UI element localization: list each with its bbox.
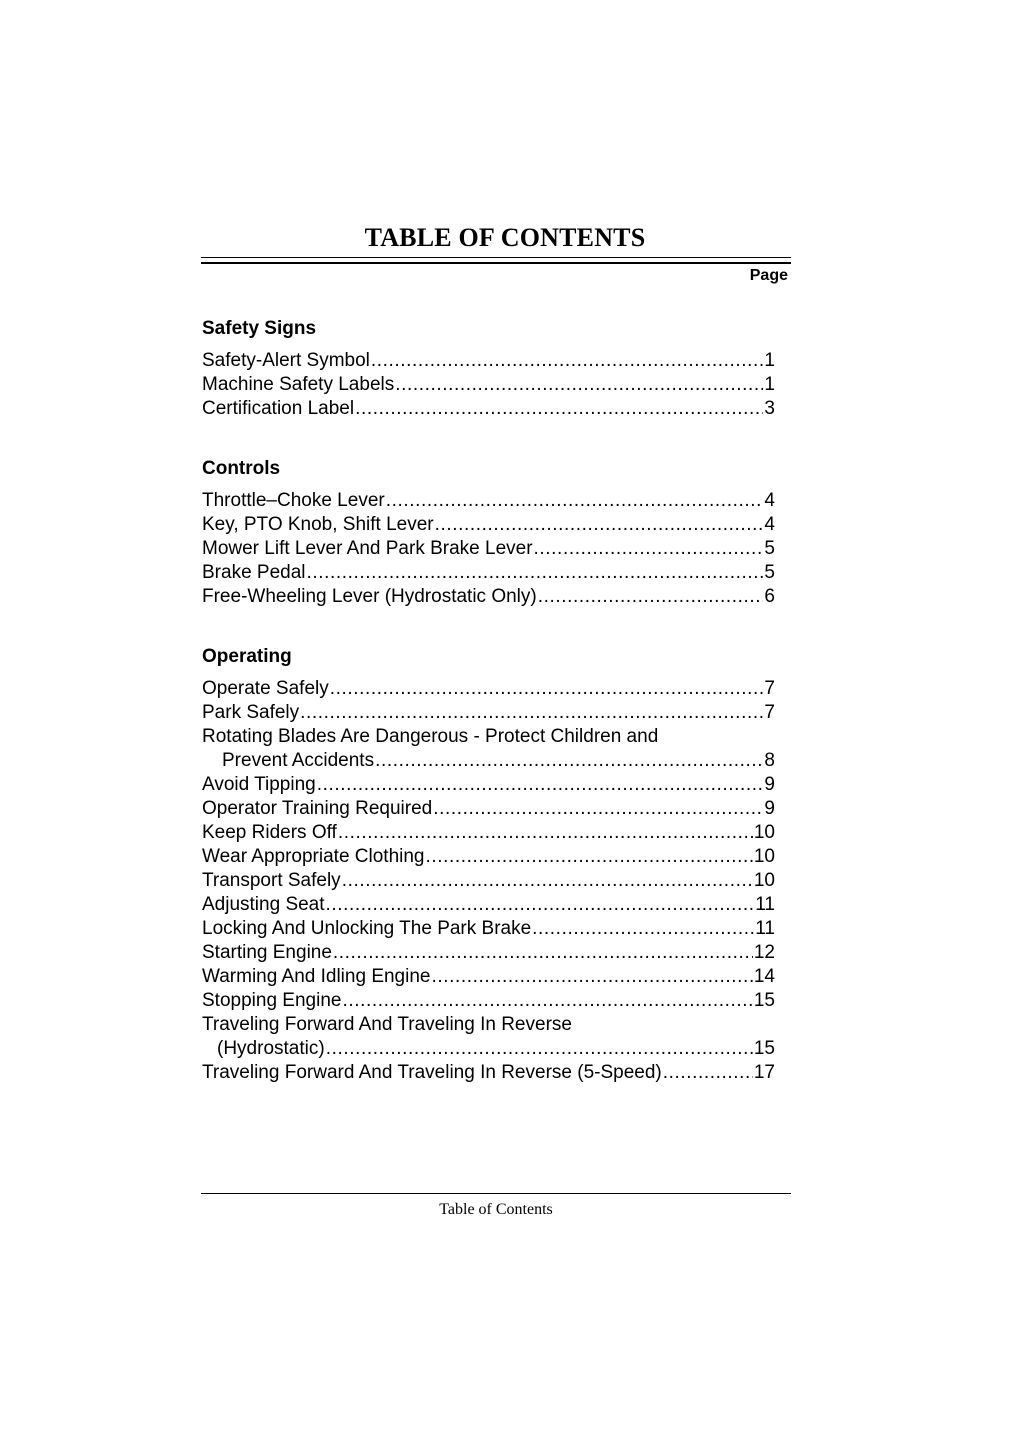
toc-entry-title: Certification Label: [202, 398, 355, 419]
toc-entry[interactable]: [202, 585, 775, 609]
page-footer: Table of Contents: [439, 1201, 553, 1218]
toc-entry-title: Safety-Alert Symbol: [202, 350, 370, 371]
toc-entry-title: Transport Safely: [202, 870, 341, 891]
toc-entry[interactable]: [202, 349, 775, 373]
title-rule-top: [201, 257, 791, 258]
page-title: TABLE OF CONTENTS: [364, 223, 646, 252]
toc-entry-page: 9: [764, 798, 775, 819]
dot-leader: [386, 489, 764, 513]
toc-entry-title: Brake Pedal: [202, 562, 306, 583]
section-heading: Operating: [202, 646, 292, 667]
dot-leader: [538, 585, 764, 609]
dot-leader: [307, 561, 764, 585]
dot-leader: [431, 965, 752, 989]
toc-section-safety-signs: [202, 317, 775, 421]
toc-entry-page: 10: [753, 846, 775, 867]
dot-leader: [371, 349, 764, 373]
dot-leader: [435, 513, 764, 537]
dot-leader: [333, 941, 753, 965]
dot-leader: [426, 845, 753, 869]
toc-entry[interactable]: [202, 797, 775, 821]
dot-leader: [342, 989, 752, 1013]
toc-entry[interactable]: [202, 489, 775, 513]
toc-entry-title: Avoid Tipping: [202, 774, 316, 795]
toc-entry-title: Warming And Idling Engine: [202, 966, 431, 987]
toc-entry[interactable]: [202, 989, 775, 1013]
toc-entry-page: 15: [753, 1038, 775, 1059]
toc-entry-title: Mower Lift Lever And Park Brake Lever: [202, 538, 533, 559]
dot-leader: [395, 373, 763, 397]
dot-leader: [532, 917, 754, 941]
toc-entry[interactable]: [202, 537, 775, 561]
toc-entry-title: Starting Engine: [202, 942, 332, 963]
dot-leader: [330, 677, 764, 701]
toc-entry-page: 14: [753, 966, 775, 987]
toc-entry-page: 9: [764, 774, 775, 795]
section-heading: Controls: [202, 458, 281, 479]
toc-entry[interactable]: [202, 893, 775, 917]
toc-entry[interactable]: [202, 561, 775, 585]
toc-entry[interactable]: [202, 941, 775, 965]
toc-entry[interactable]: [202, 1061, 775, 1085]
toc-entry-title: Machine Safety Labels: [202, 374, 395, 395]
toc-entry[interactable]: [202, 1037, 775, 1061]
toc-entry-title: Stopping Engine: [202, 990, 342, 1011]
toc-entry-title: Key, PTO Knob, Shift Lever: [202, 514, 434, 535]
toc-entry-page: 4: [764, 514, 775, 535]
toc-entry[interactable]: [202, 821, 775, 845]
toc-entry[interactable]: [202, 397, 775, 421]
toc-entry[interactable]: [202, 845, 775, 869]
toc-entry-page: 1: [764, 374, 775, 395]
title-rule-bottom: [201, 262, 791, 264]
dot-leader: [534, 537, 764, 561]
section-heading: Safety Signs: [202, 318, 317, 339]
toc-entry-title: Traveling Forward And Traveling In Reverse (5-Speed): [202, 1062, 662, 1083]
toc-entry-page: 4: [764, 490, 775, 511]
toc-section-operating: [202, 645, 775, 1085]
toc-entry-title: Wear Appropriate Clothing: [202, 846, 425, 867]
toc-entry[interactable]: [202, 677, 775, 701]
toc-entry-title: Locking And Unlocking The Park Brake: [202, 918, 532, 939]
toc-entry-title: Operator Training Required: [202, 798, 433, 819]
page-column-label: Page: [749, 267, 788, 284]
toc-entry-title: (Hydrostatic): [217, 1038, 325, 1059]
toc-entry-page: 12: [753, 942, 775, 963]
toc-entry-page: 7: [764, 702, 775, 723]
toc-entry-title: Prevent Accidents: [222, 750, 375, 771]
dot-leader: [326, 1037, 753, 1061]
toc-entry[interactable]: [202, 701, 775, 725]
toc-entry[interactable]: [202, 373, 775, 397]
toc-entry-page: 15: [753, 990, 775, 1011]
toc-entry-title: Free-Wheeling Lever (Hydrostatic Only): [202, 586, 537, 607]
toc-entry-title: Park Safely: [202, 702, 300, 723]
toc-entry-page: 10: [753, 822, 775, 843]
dot-leader: [300, 701, 763, 725]
dot-leader: [433, 797, 763, 821]
toc-entry-title: Operate Safely: [202, 678, 329, 699]
toc-entry-page: 5: [764, 538, 775, 559]
toc-entry[interactable]: [202, 773, 775, 797]
toc-entry-title-line1[interactable]: Traveling Forward And Traveling In Reverse: [202, 1014, 572, 1035]
toc-entry[interactable]: [202, 749, 775, 773]
toc-entry[interactable]: [202, 965, 775, 989]
toc-entry-page: 17: [753, 1062, 775, 1083]
toc-entry-page: 10: [753, 870, 775, 891]
toc-entry-title-line1[interactable]: Rotating Blades Are Dangerous - Protect Children and: [202, 726, 659, 747]
toc-entry-title: Adjusting Seat: [202, 894, 325, 915]
footer-rule: [201, 1193, 791, 1194]
toc-entry-page: 3: [764, 398, 775, 419]
dot-leader: [338, 821, 753, 845]
toc-entry-page: 1: [764, 350, 775, 371]
dot-leader: [317, 773, 764, 797]
toc-entry[interactable]: [202, 917, 775, 941]
dot-leader: [342, 869, 753, 893]
toc-entry-page: 8: [764, 750, 775, 771]
toc-section-controls: [202, 457, 775, 609]
toc-entry[interactable]: [202, 869, 775, 893]
dot-leader: [375, 749, 763, 773]
dot-leader: [663, 1061, 753, 1085]
toc-entry-page: 11: [755, 918, 775, 939]
toc-entry-page: 7: [764, 678, 775, 699]
toc-entry-title: Keep Riders Off: [202, 822, 337, 843]
toc-entry-page: 6: [764, 586, 775, 607]
toc-entry-title: Throttle–Choke Lever: [202, 490, 385, 511]
toc-entry-page: 11: [755, 894, 775, 915]
toc-entry[interactable]: [202, 513, 775, 537]
dot-leader: [355, 397, 763, 421]
toc-entry-page: 5: [764, 562, 775, 583]
dot-leader: [326, 893, 755, 917]
